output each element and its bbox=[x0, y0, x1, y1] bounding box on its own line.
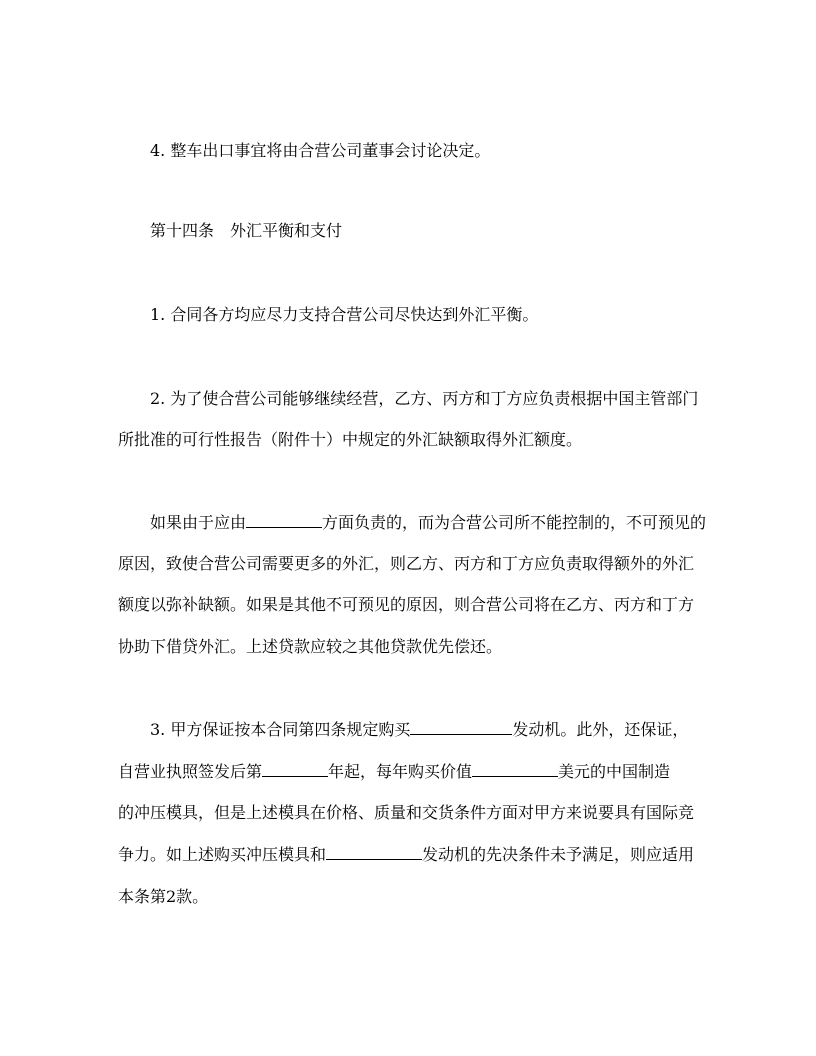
article-14-clause-3-line-2 bbox=[118, 762, 698, 782]
article-14-clause-1: 1. 合同各方均应尽力支持合营公司尽快达到外汇平衡。 bbox=[150, 305, 539, 324]
clause-3-line-2-part-b: 年起，每年购买价值 bbox=[328, 762, 473, 781]
article-14-paragraph-line-1 bbox=[150, 513, 707, 533]
engine-blank bbox=[410, 720, 512, 735]
clause-3-line-4-part-a: 争力。如上述购买冲压模具和 bbox=[118, 845, 327, 864]
paragraph-line-1-part-a: 如果由于应由 bbox=[150, 513, 247, 532]
article-14-paragraph-line-3: 额度以弥补缺额。如果是其他不可预见的原因，则合营公司将在乙方、丙方和丁方 bbox=[118, 595, 695, 614]
article-14-clause-3-line-3: 的冲压模具，但是上述模具在价格、质量和交货条件方面对甲方来说要具有国际竞 bbox=[118, 803, 695, 822]
article-14-paragraph-line-4: 协助下借贷外汇。上述贷款应较之其他贷款优先偿还。 bbox=[118, 637, 503, 656]
paragraph-line-1-part-b: 方面负责的，而为合营公司所不能控制的，不可预见的 bbox=[322, 513, 707, 532]
value-blank bbox=[472, 762, 558, 777]
stamping-engine-blank bbox=[326, 845, 422, 860]
article-14-clause-2-line-1: 2. 为了使合营公司能够继续经营，乙方、丙方和丁方应负责根据中国主管部门 bbox=[150, 389, 699, 408]
article-14-title: 第十四条 外汇平衡和支付 bbox=[150, 221, 343, 240]
article-14-clause-2-line-2: 所批准的可行性报告（附件十）中规定的外汇缺额取得外汇额度。 bbox=[118, 430, 583, 449]
article-14-clause-3-line-4 bbox=[118, 845, 698, 865]
year-blank bbox=[262, 762, 328, 777]
clause-3-line-4-part-b: 发动机的先决条件未予满足，则应适用 bbox=[422, 845, 695, 864]
clause-3-line-1-part-b: 发动机。此外，还保证， bbox=[512, 720, 689, 739]
article-14-paragraph-line-2: 原因，致使合营公司需要更多的外汇，则乙方、丙方和丁方应负责取得额外的外汇 bbox=[118, 554, 695, 573]
clause-3-line-1-part-a: 3. 甲方保证按本合同第四条规定购买 bbox=[150, 720, 411, 739]
article-14-clause-3-line-5: 本条第2款。 bbox=[118, 887, 209, 906]
article-14-clause-3-line-1 bbox=[150, 720, 698, 740]
clause-3-line-2-part-a: 自营业执照签发后第 bbox=[118, 762, 263, 781]
item-4-text: 4. 整车出口事宜将由合营公司董事会讨论决定。 bbox=[150, 141, 491, 160]
responsible-party-blank bbox=[246, 513, 322, 528]
clause-3-line-2-part-c: 美元的中国制造 bbox=[558, 762, 671, 781]
